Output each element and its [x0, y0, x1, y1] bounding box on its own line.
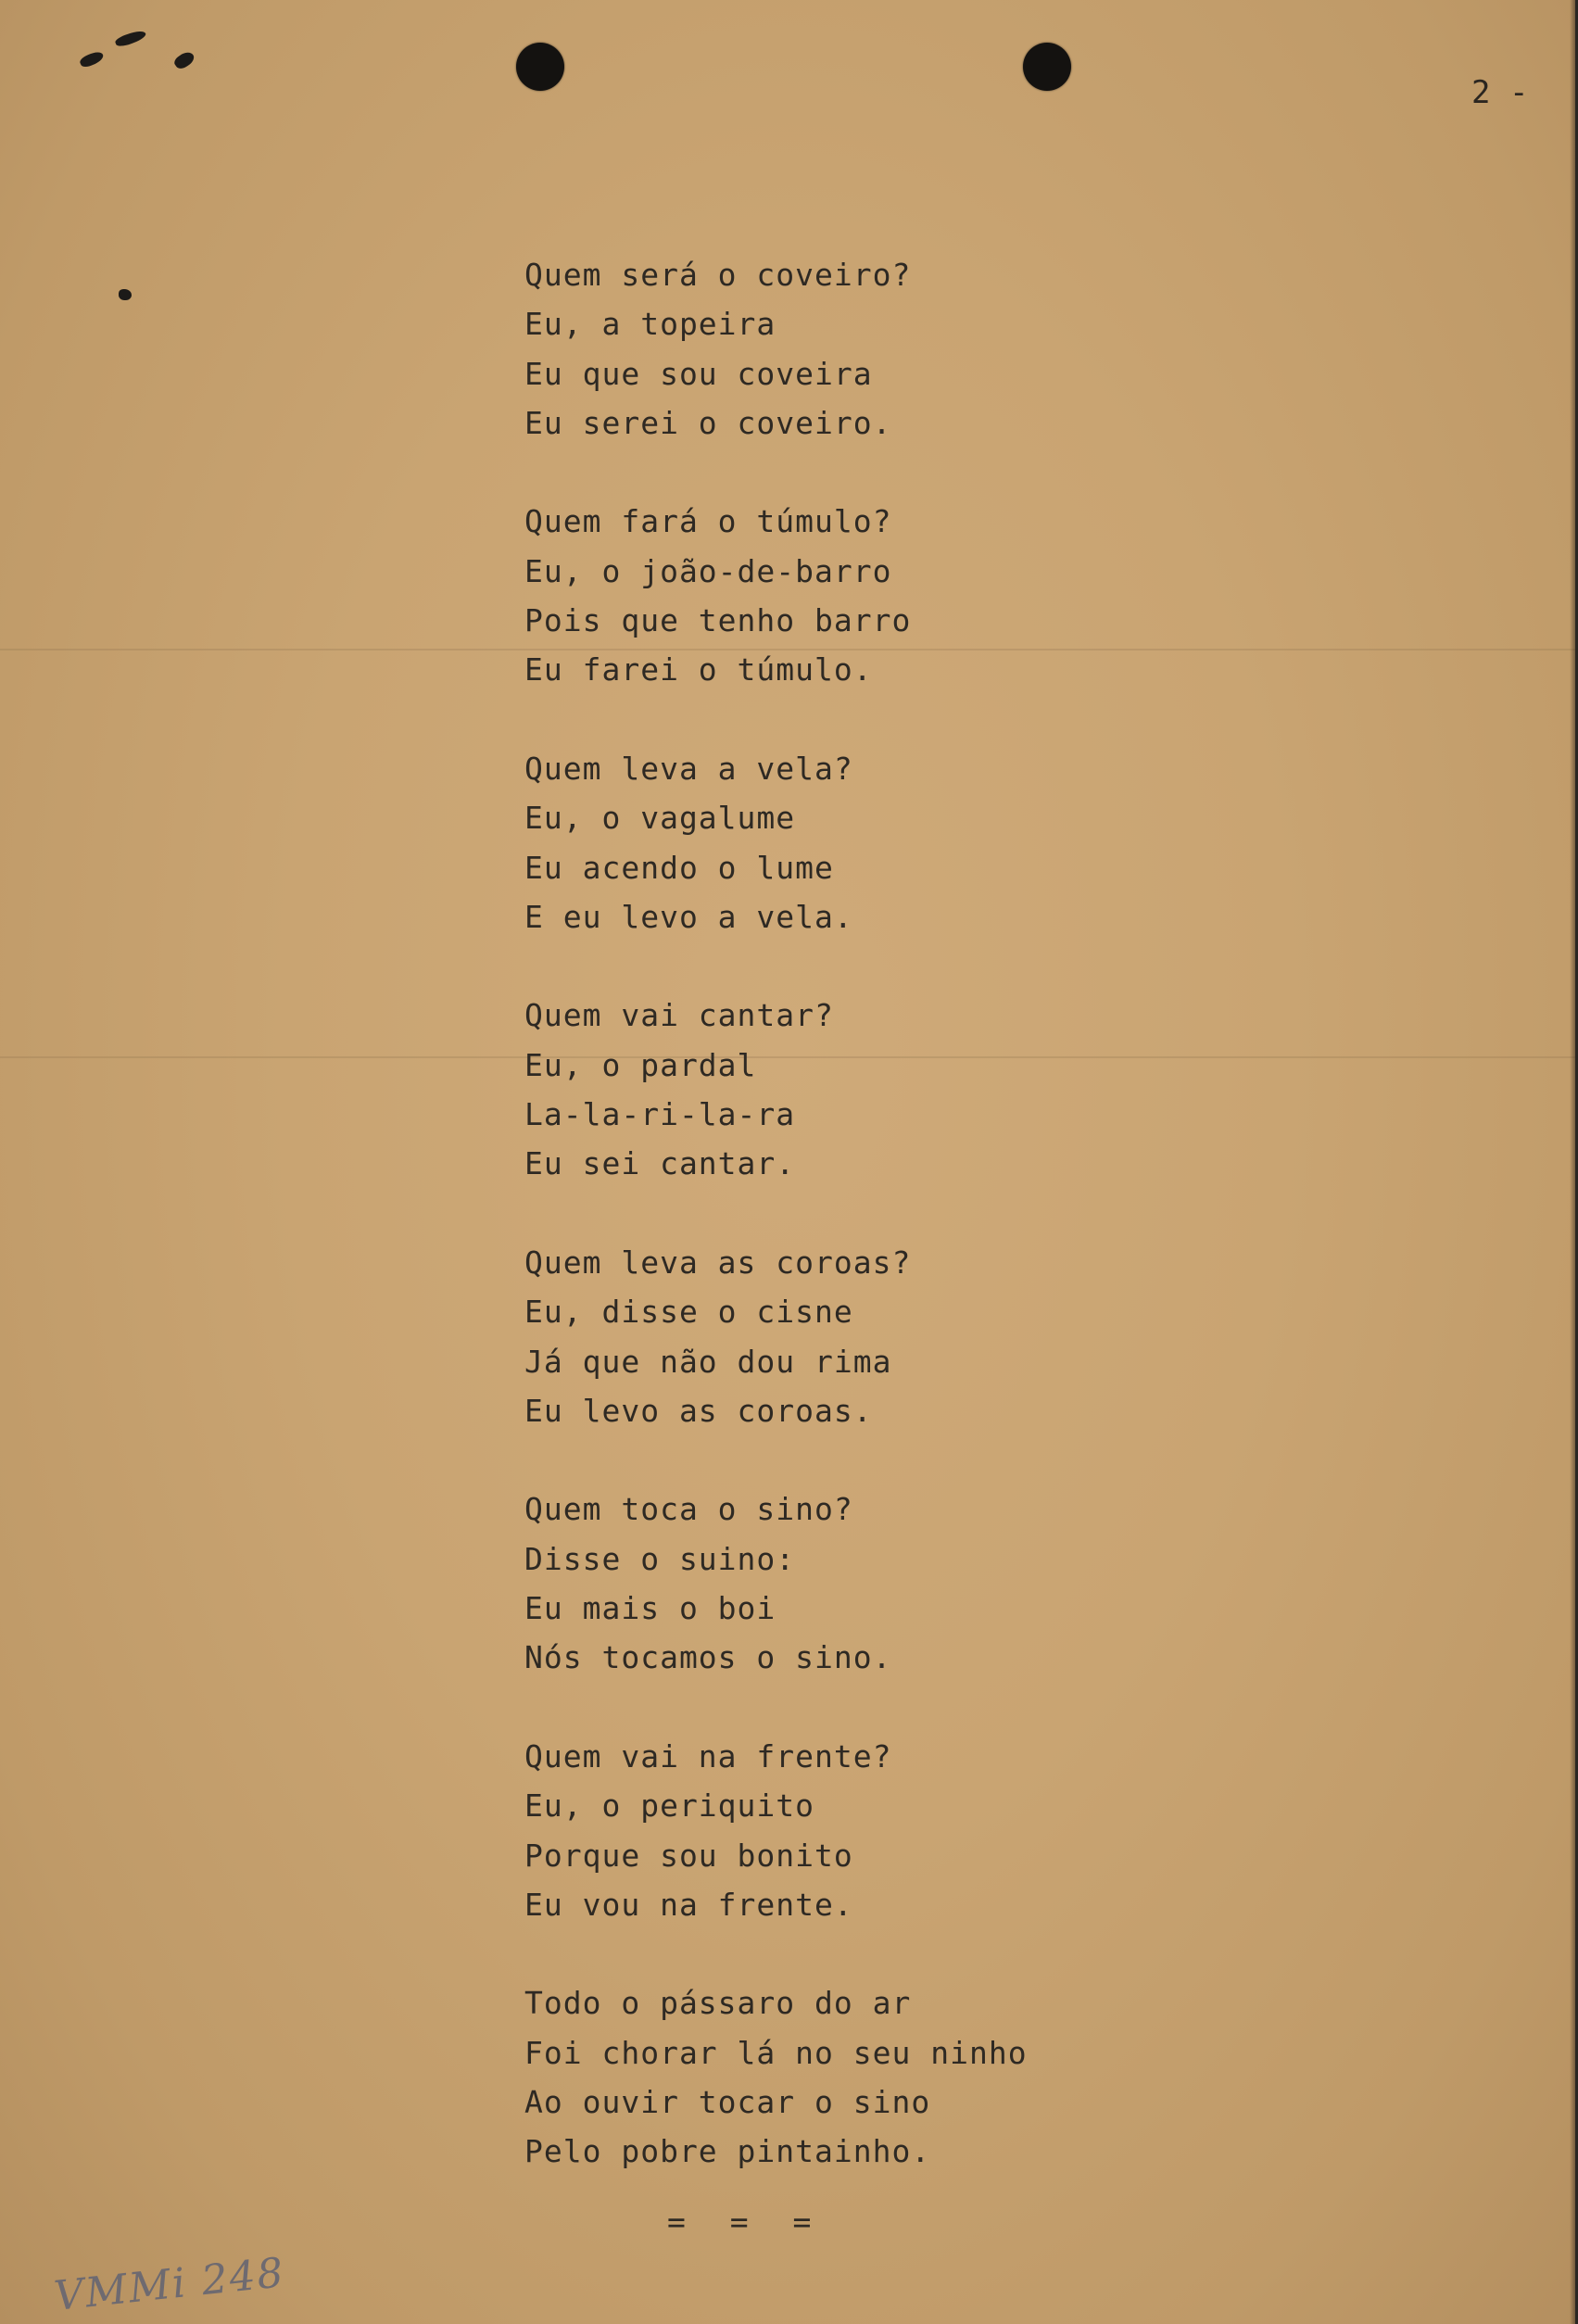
poem-line: Quem será o coveiro?	[524, 257, 912, 293]
poem-line: Nós tocamos o sino.	[524, 1639, 892, 1676]
poem-line: Quem leva as coroas?	[524, 1244, 912, 1281]
poem-line: Eu vou na frente.	[524, 1886, 853, 1923]
stanza	[524, 1732, 1173, 1929]
poem-line: Eu farei o túmulo.	[524, 651, 873, 688]
ink-smudge	[79, 49, 106, 69]
poem-line: Eu acendo o lume	[524, 849, 834, 886]
poem-line: Pois que tenho barro	[524, 602, 912, 639]
stanza	[524, 250, 1173, 448]
punch-hole-left	[516, 43, 564, 91]
poem-line: E eu levo a vela.	[524, 898, 853, 935]
poem-line: Eu sei cantar.	[524, 1145, 796, 1182]
poem-line: Quem vai cantar?	[524, 997, 834, 1034]
poem-line: La-la-ri-la-ra	[524, 1096, 796, 1133]
poem-line: Disse o suino:	[524, 1540, 796, 1577]
stanza	[524, 1978, 1173, 2176]
poem-line: Eu, o vagalume	[524, 800, 796, 837]
poem-line: Foi chorar lá no seu ninho	[524, 2034, 1028, 2071]
poem-line: Quem toca o sino?	[524, 1491, 853, 1528]
ink-smudge	[172, 49, 196, 71]
ink-smudge	[119, 289, 132, 300]
poem-line: Todo o pássaro do ar	[524, 1985, 912, 2022]
poem-line: Pelo pobre pintainho.	[524, 2133, 931, 2170]
stanza	[524, 1238, 1173, 1435]
poem-line: Eu, disse o cisne	[524, 1294, 853, 1331]
ink-smudge	[114, 29, 147, 49]
poem-line: Eu levo as coroas.	[524, 1392, 873, 1429]
end-mark: = = =	[667, 2204, 825, 2240]
page-edge	[1570, 0, 1575, 2324]
page-number: 2 -	[1471, 74, 1529, 111]
handwritten-archive-note: VMMi 248	[52, 2249, 287, 2320]
stanza	[524, 744, 1173, 941]
poem-line: Porque sou bonito	[524, 1837, 853, 1874]
poem-line: Quem vai na frente?	[524, 1737, 892, 1775]
poem-line: Eu, o pardal	[524, 1046, 757, 1083]
poem-line: Quem fará o túmulo?	[524, 503, 892, 540]
poem-line: Quem leva a vela?	[524, 750, 853, 787]
stanza	[524, 1484, 1173, 1682]
poem-line: Já que não dou rima	[524, 1343, 892, 1380]
poem	[524, 250, 1173, 2226]
punch-hole-right	[1023, 43, 1071, 91]
poem-line: Eu mais o boi	[524, 1590, 776, 1627]
stanza	[524, 497, 1173, 694]
poem-line: Eu, o periquito	[524, 1787, 815, 1825]
poem-line: Eu, a topeira	[524, 306, 776, 343]
poem-line: Eu serei o coveiro.	[524, 404, 892, 441]
poem-line: Ao ouvir tocar o sino	[524, 2083, 931, 2120]
poem-line: Eu que sou coveira	[524, 355, 873, 392]
stanza	[524, 991, 1173, 1188]
poem-line: Eu, o joão-de-barro	[524, 552, 892, 589]
